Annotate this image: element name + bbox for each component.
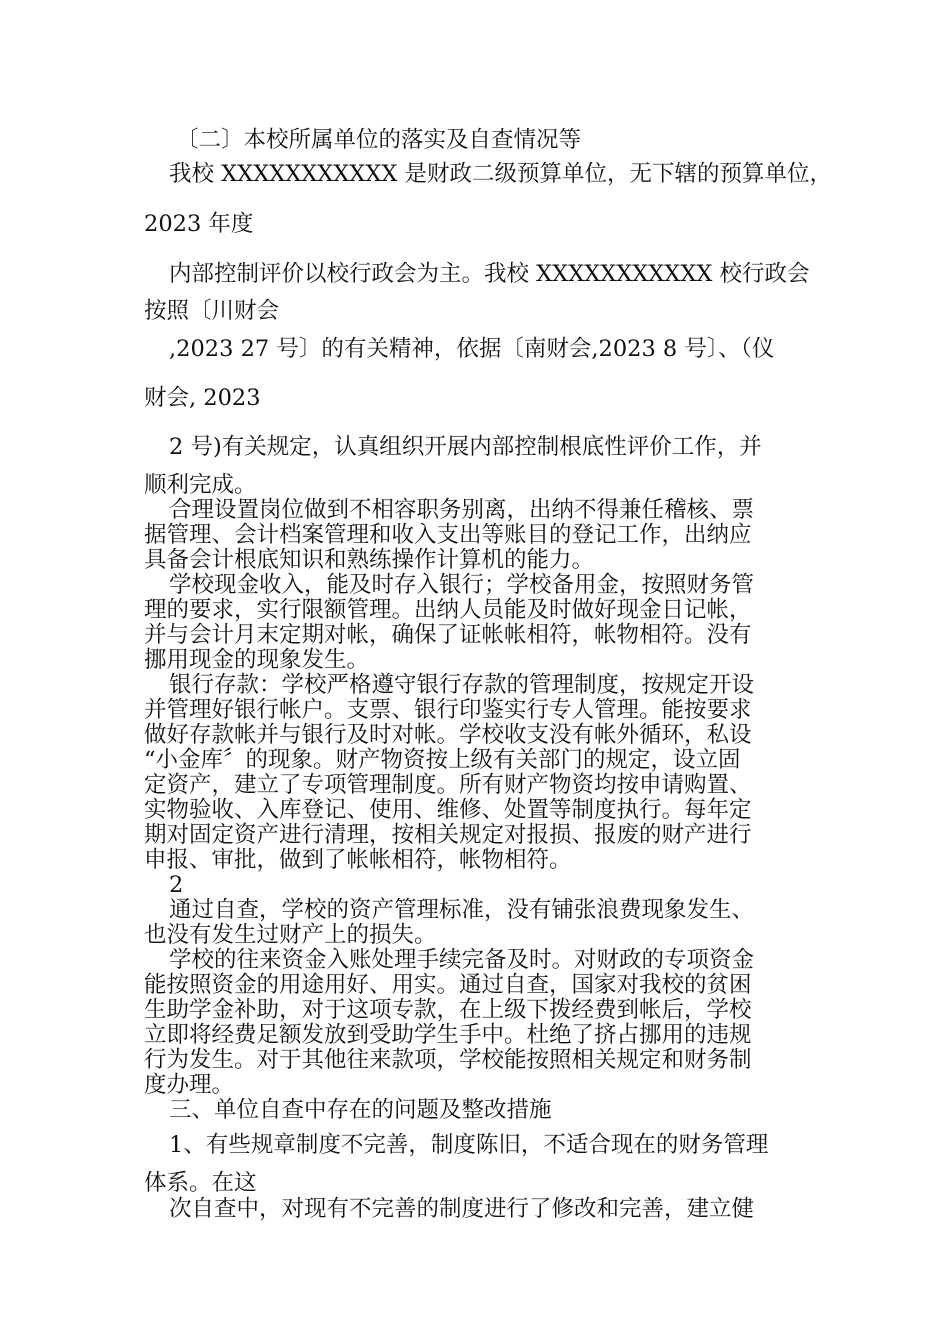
paragraph-line: 按照〔川财会: [144, 298, 280, 324]
paragraph-line: 顺利完成。: [144, 472, 257, 498]
paragraph-line: 并与会计月末定期对帐，确保了证帐帐相符，帐物相符。没有: [144, 622, 752, 648]
paragraph-line: 立即将经费足额发放到受助学生手中。杜绝了挤占挪用的违规: [144, 1022, 752, 1048]
paragraph-line: 挪用现金的现象发生。: [144, 647, 370, 673]
paragraph-line: 通过自查，学校的资产管理标准，没有铺张浪费现象发生、: [169, 897, 755, 923]
paragraph-line: 能按照资金的用途用好、用实。通过自查，国家对我校的贫困: [144, 972, 752, 998]
paragraph-line: 次自查中，对现有不完善的制度进行了修改和完善，建立健: [169, 1196, 755, 1222]
paragraph-line: 内部控制评价以校行政会为主。我校 XXXXXXXXXXX 校行政会: [169, 261, 810, 287]
paragraph-line: 学校现金收入，能及时存入银行；学校备用金，按照财务管: [169, 572, 755, 598]
paragraph-line: 实物验收、入库登记、使用、维修、处置等制度执行。每年定: [144, 797, 752, 823]
paragraph-line: 行为发生。对于其他往来款项，学校能按照相关规定和财务制: [144, 1047, 752, 1073]
paragraph-line: 具备会计根底知识和熟练操作计算机的能力。: [144, 547, 595, 573]
paragraph-line: 体系。在这: [144, 1170, 257, 1196]
section-heading: 〔二〕本校所属单位的落实及自查情况等: [176, 127, 582, 153]
paragraph-line: 2 号)有关规定，认真组织开展内部控制根底性评价工作，并: [169, 434, 762, 460]
paragraph-line: 生助学金补助，对于这项专款，在上级下拨经费到帐后，学校: [144, 997, 752, 1023]
paragraph-line: 2023 年度: [144, 211, 254, 237]
paragraph-line: 理的要求，实行限额管理。出纳人员能及时做好现金日记帐，: [144, 597, 752, 623]
paragraph-line: ,2023 27 号〕的有关精神，依据〔南财会,2023 8 号〕、（仪: [169, 336, 775, 362]
paragraph-line: 度办理。: [144, 1072, 235, 1098]
paragraph-line: 我校 XXXXXXXXXXX 是财政二级预算单位，无下辖的预算单位，: [169, 161, 833, 187]
paragraph-line: 学校的往来资金入账处理手续完备及时。对财政的专项资金: [169, 947, 755, 973]
paragraph-line: 并管理好银行帐户。支票、银行印鉴实行专人管理。能按要求: [144, 697, 752, 723]
page-number: 2: [169, 872, 184, 898]
paragraph-line: 做好存款帐并与银行及时对帐。学校收支没有帐外循环，私设: [144, 722, 752, 748]
paragraph-line: 期对固定资产进行清理，按相关规定对报损、报废的财产进行: [144, 822, 752, 848]
paragraph-line: “小金库〞的现象。财产物资按上级有关部门的规定，设立固: [144, 747, 741, 773]
section-heading: 三、单位自查中存在的问题及整改措施: [169, 1097, 552, 1123]
paragraph-line: 合理设置岗位做到不相容职务别离，出纳不得兼任稽核、票: [169, 497, 755, 523]
paragraph-line: 定资产，建立了专项管理制度。所有财产物资均按申请购置、: [144, 772, 752, 798]
paragraph-line: 据管理、会计档案管理和收入支出等账目的登记工作，出纳应: [144, 522, 752, 548]
paragraph-line: 也没有发生过财产上的损失。: [144, 922, 437, 948]
paragraph-line: 银行存款：学校严格遵守银行存款的管理制度，按规定开设: [169, 672, 755, 698]
paragraph-line: 1、有些规章制度不完善，制度陈旧，不适合现在的财务管理: [169, 1132, 769, 1158]
paragraph-line: 申报、审批，做到了帐帐相符，帐物相符。: [144, 847, 572, 873]
paragraph-line: 财会, 2023: [144, 385, 261, 411]
